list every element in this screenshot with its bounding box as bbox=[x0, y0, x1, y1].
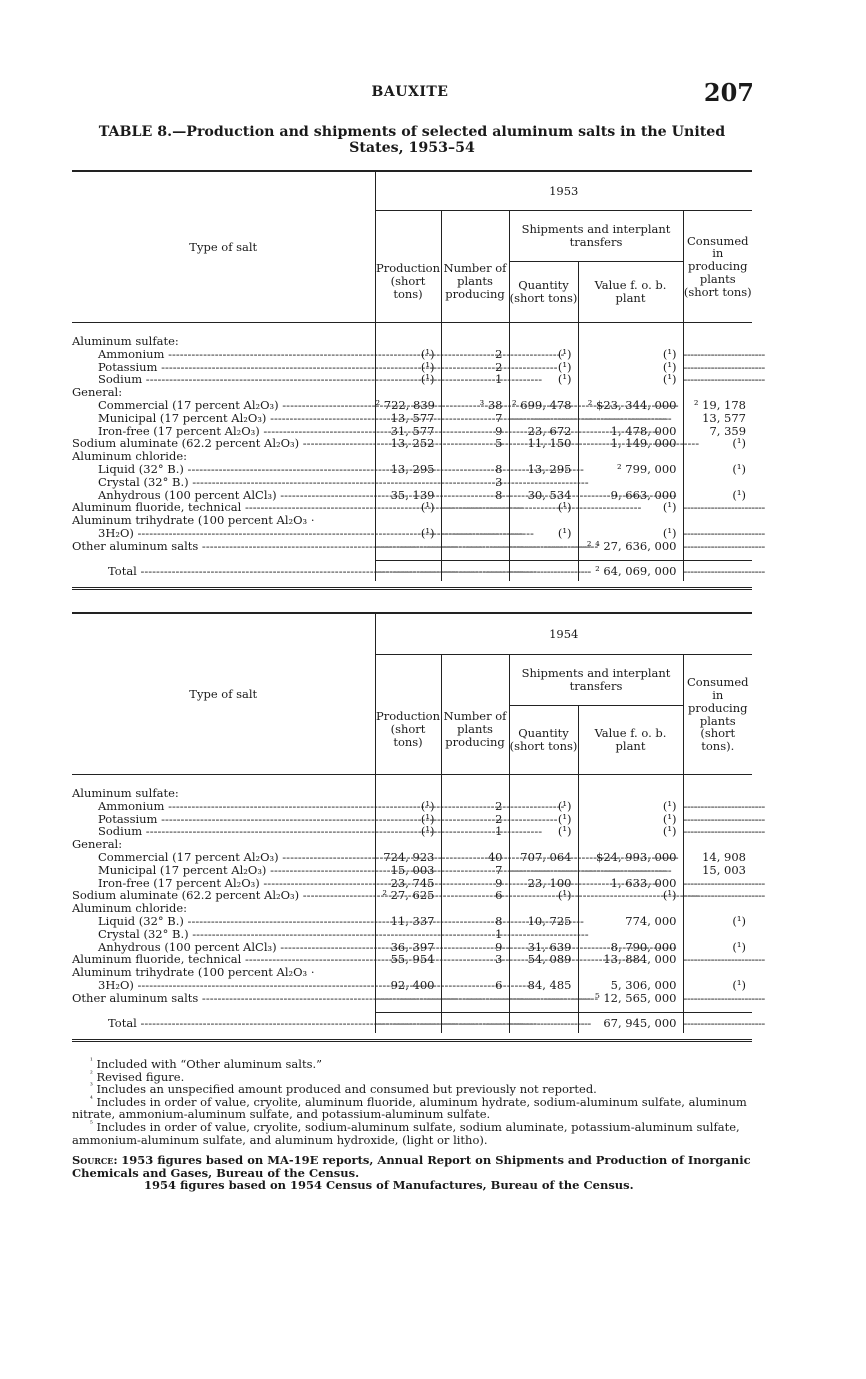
cell-production: (¹) bbox=[375, 501, 441, 514]
cell-production: 13, 577 bbox=[375, 412, 441, 425]
total-value: ² 64, 069, 000 bbox=[578, 561, 683, 581]
cell-production bbox=[375, 787, 441, 800]
col-plants-header: Number of plants producing bbox=[441, 211, 509, 323]
row-label: Aluminum chloride: bbox=[72, 449, 188, 464]
cell-plants: 9 bbox=[441, 941, 509, 954]
cell-consumed: ------------------------ bbox=[683, 888, 765, 903]
cell-consumed: (¹) bbox=[683, 463, 752, 476]
cell-consumed: ------------------------ bbox=[683, 811, 765, 826]
row-label: Potassium ----- bbox=[72, 361, 375, 374]
cell-value: (¹) bbox=[578, 800, 683, 813]
total-production: ------------------------ bbox=[375, 561, 441, 581]
total-plants: ------------------------ bbox=[441, 561, 509, 581]
cell-value: (¹) bbox=[578, 889, 683, 902]
cell-value: ⁵ 12, 565, 000 bbox=[578, 992, 683, 1005]
cell-value: ² 799, 000 bbox=[578, 463, 683, 476]
row-label: Liquid (32° B.) ----- bbox=[72, 915, 375, 928]
cell-consumed: ------------------------ bbox=[683, 346, 765, 361]
cell-consumed: (¹) bbox=[683, 915, 752, 928]
cell-value: 1, 478, 000 bbox=[578, 425, 683, 438]
cell-value: (¹) bbox=[578, 361, 683, 374]
cell-quantity: 13, 295 bbox=[509, 463, 578, 476]
cell-value: (¹) bbox=[578, 825, 683, 838]
table-row bbox=[72, 800, 752, 813]
table-row bbox=[72, 825, 752, 838]
cell-quantity: 23, 672 bbox=[509, 425, 578, 438]
cell-value: 9, 663, 000 bbox=[578, 489, 683, 502]
table-row bbox=[72, 915, 752, 928]
footnote-marker: ⁵ bbox=[90, 1119, 93, 1128]
cell-production: (¹) bbox=[375, 348, 441, 361]
row-label: Commercial (17 percent Al₂O₃) ----- bbox=[72, 399, 375, 412]
cell-plants: 7 bbox=[441, 864, 509, 877]
cell-value: (¹) bbox=[578, 813, 683, 826]
col-type-header: Type of salt bbox=[72, 613, 375, 775]
cell-consumed: (¹) bbox=[683, 941, 752, 954]
total-label: Total ----- bbox=[72, 1013, 375, 1033]
cell-value: 774, 000 bbox=[578, 915, 683, 928]
page-number: 207 bbox=[703, 78, 754, 107]
cell-plants: 6 bbox=[441, 889, 509, 902]
cell-plants: 40 bbox=[441, 851, 509, 864]
cell-consumed: ------------------------ bbox=[683, 372, 765, 387]
cell-value: ² $23, 344, 000 bbox=[578, 399, 683, 412]
table-row bbox=[72, 979, 752, 992]
table-row bbox=[72, 787, 752, 800]
cell-production: (¹) bbox=[375, 825, 441, 838]
footnote-marker: ² bbox=[90, 1069, 93, 1078]
cell-quantity: (¹) bbox=[509, 813, 578, 826]
cell-quantity bbox=[509, 787, 578, 800]
cell-production: 31, 577 bbox=[375, 425, 441, 438]
cell-quantity: (¹) bbox=[509, 889, 578, 902]
row-label: Aluminum sulfate: bbox=[72, 334, 179, 348]
cell-plants: ------------------------ bbox=[441, 525, 523, 540]
cell-quantity: 23, 100 bbox=[509, 877, 578, 890]
footnote-marker: ³ bbox=[90, 1082, 93, 1091]
row-label: Iron-free (17 percent Al₂O₃) ----- bbox=[72, 877, 375, 890]
cell-production bbox=[375, 335, 441, 348]
cell-consumed bbox=[683, 335, 752, 348]
cell-production: 15, 003 bbox=[375, 864, 441, 877]
total-quantity: ------------------------ bbox=[509, 561, 578, 581]
cell-quantity: ------------------------ bbox=[509, 862, 591, 877]
row-label: Aluminum trihydrate (100 percent Al₂O₃ · bbox=[72, 965, 315, 980]
cell-production: (¹) bbox=[375, 373, 441, 386]
year-header: 1954 bbox=[375, 613, 752, 655]
cell-consumed bbox=[683, 787, 752, 800]
cell-consumed: ² 19, 178 bbox=[683, 399, 752, 412]
footnote-text: Includes in order of value, cryolite, aluminum fluoride, aluminum hydrate, sodium-aluminum sulfate, aluminum nitrate, ammonium-aluminum sulfate, and potassium-aluminum sulfate. bbox=[72, 1094, 747, 1122]
cell-quantity: (¹) bbox=[509, 361, 578, 374]
cell-quantity: ------------------------ bbox=[509, 538, 591, 553]
table-row bbox=[72, 540, 752, 553]
footnotes bbox=[72, 1058, 756, 1192]
row-label: Aluminum fluoride, technical ----- bbox=[72, 501, 375, 514]
cell-value: 1, 633, 000 bbox=[578, 877, 683, 890]
row-label: Anhydrous (100 percent AlCl₃) ----- bbox=[72, 941, 375, 954]
running-title: BAUXITE bbox=[371, 84, 449, 100]
row-label: Aluminum chloride: bbox=[72, 901, 188, 916]
table-row bbox=[72, 851, 752, 864]
row-label: Crystal (32° B.) ----- bbox=[72, 476, 375, 489]
cell-quantity: (¹) bbox=[509, 348, 578, 361]
row-label: Crystal (32° B.) ----- bbox=[72, 928, 375, 941]
cell-production: ------------------------ bbox=[375, 990, 457, 1005]
cell-quantity: (¹) bbox=[509, 527, 578, 540]
cell-value: (¹) bbox=[578, 501, 683, 514]
footnote-text: Revised figure. bbox=[96, 1069, 185, 1084]
table-row bbox=[72, 928, 752, 941]
row-label: Ammonium ----- bbox=[72, 348, 375, 361]
cell-value bbox=[578, 335, 683, 348]
cell-plants: ------------------------ bbox=[441, 990, 523, 1005]
cell-consumed: ------------------------ bbox=[683, 500, 765, 515]
cell-production: (¹) bbox=[375, 361, 441, 374]
cell-value: ------------------------ bbox=[578, 412, 683, 425]
cell-plants: 3 bbox=[441, 476, 509, 489]
row-label: Liquid (32° B.) ----- bbox=[72, 463, 375, 476]
cell-production: 13, 295 bbox=[375, 463, 441, 476]
cell-plants: 7 bbox=[441, 412, 509, 425]
cell-plants: 1 bbox=[441, 928, 509, 941]
footnote bbox=[72, 1096, 756, 1121]
col-plants-header: Number of plants producing bbox=[441, 655, 509, 775]
table-1954 bbox=[72, 612, 765, 1042]
row-label: Sodium ----- bbox=[72, 373, 375, 386]
total-quantity: ------------------------ bbox=[509, 1013, 578, 1033]
cell-value: 13, 884, 000 bbox=[578, 953, 683, 966]
cell-plants: 8 bbox=[441, 489, 509, 502]
table-row bbox=[72, 373, 752, 386]
table-caption: TABLE 8.—Production and shipments of selected aluminum salts in the United States, 1953–54 bbox=[98, 124, 726, 156]
cell-plants: 1 bbox=[441, 373, 509, 386]
col-value-header: Value f. o. b. plant bbox=[578, 706, 683, 775]
cell-plants: ------------------------ bbox=[441, 538, 523, 553]
total-plants: ------------------------ bbox=[441, 1013, 509, 1033]
cell-plants: 3 bbox=[441, 953, 509, 966]
cell-value: 1, 149, 000 bbox=[578, 437, 683, 450]
cell-consumed: 13, 577 bbox=[683, 412, 752, 425]
cell-value: ² ⁴ 27, 636, 000 bbox=[578, 540, 683, 553]
cell-consumed: (¹) bbox=[683, 489, 752, 502]
cell-quantity: (¹) bbox=[509, 373, 578, 386]
cell-production: (¹) bbox=[375, 813, 441, 826]
cell-plants: 9 bbox=[441, 877, 509, 890]
cell-consumed bbox=[683, 928, 752, 941]
total-value: 67, 945, 000 bbox=[578, 1013, 683, 1033]
row-label: Anhydrous (100 percent AlCl₃) ----- bbox=[72, 489, 375, 502]
cell-quantity: 707, 064 bbox=[509, 851, 578, 864]
col-quantity-header: Quantity (short tons) bbox=[509, 262, 578, 323]
row-label: Municipal (17 percent Al₂O₃) ----- bbox=[72, 412, 375, 425]
row-label: General: bbox=[72, 837, 123, 852]
cell-consumed: 14, 908 bbox=[683, 851, 752, 864]
cell-value: 8, 790, 000 bbox=[578, 941, 683, 954]
cell-consumed: (¹) bbox=[683, 437, 752, 450]
col-production-header: Production (short tons) bbox=[375, 655, 441, 775]
cell-value bbox=[578, 928, 683, 941]
cell-plants: ³ 38 bbox=[441, 399, 509, 412]
row-label: General: bbox=[72, 385, 123, 400]
cell-quantity: 11, 150 bbox=[509, 437, 578, 450]
cell-value bbox=[578, 787, 683, 800]
cell-consumed: ------------------------ bbox=[683, 875, 765, 890]
col-type-header: Type of salt bbox=[72, 171, 375, 323]
shipments-group-header: Shipments and interplant transfers bbox=[509, 211, 683, 262]
row-label: Iron-free (17 percent Al₂O₃) ----- bbox=[72, 425, 375, 438]
footnote bbox=[72, 1121, 756, 1146]
cell-production: 724, 923 bbox=[375, 851, 441, 864]
cell-value: $24, 993, 000 bbox=[578, 851, 683, 864]
cell-consumed: ------------------------ bbox=[683, 359, 765, 374]
cell-quantity: (¹) bbox=[509, 825, 578, 838]
cell-consumed: ------------------------ bbox=[683, 525, 765, 540]
total-consumed: ------------------------ bbox=[683, 1013, 752, 1033]
row-label: Aluminum fluoride, technical ----- bbox=[72, 953, 375, 966]
cell-quantity: (¹) bbox=[509, 501, 578, 514]
cell-plants: 8 bbox=[441, 915, 509, 928]
source-line-1: 1953 figures based on MA-19E reports, Annual Report on Shipments and Production of Inorganic Chemicals and Gases, Bureau of the Census. bbox=[72, 1153, 751, 1180]
cell-quantity: 31, 639 bbox=[509, 941, 578, 954]
page-header bbox=[0, 78, 866, 108]
cell-plants: 2 bbox=[441, 800, 509, 813]
col-production-header: Production (short tons) bbox=[375, 211, 441, 323]
cell-plants: 1 bbox=[441, 825, 509, 838]
cell-plants: 8 bbox=[441, 463, 509, 476]
table-row bbox=[72, 527, 752, 540]
cell-consumed: 7, 359 bbox=[683, 425, 752, 438]
cell-consumed bbox=[683, 476, 752, 489]
cell-plants: 2 bbox=[441, 361, 509, 374]
cell-plants: 2 bbox=[441, 813, 509, 826]
cell-quantity: ------------------------ bbox=[509, 990, 591, 1005]
footnote-text: Includes in order of value, cryolite, sodium-aluminum sulfate, sodium aluminate, potassium-aluminum sulfate, ammonium-aluminum sulfate, and aluminum hydroxide, (light or litho). bbox=[72, 1119, 740, 1147]
row-label: Municipal (17 percent Al₂O₃) ----- bbox=[72, 864, 375, 877]
cell-consumed: 15, 003 bbox=[683, 864, 752, 877]
table-row bbox=[72, 399, 752, 412]
row-label: Ammonium ----- bbox=[72, 800, 375, 813]
table-row bbox=[72, 463, 752, 476]
cell-production: (¹) bbox=[375, 800, 441, 813]
source-line-2-wrap bbox=[72, 1179, 756, 1192]
row-label: 3H₂O) ----- bbox=[72, 979, 375, 992]
total-label: Total ----- bbox=[72, 561, 375, 581]
cell-quantity: (¹) bbox=[509, 800, 578, 813]
cell-plants: ------------------------ bbox=[441, 500, 523, 515]
source-note bbox=[72, 1154, 756, 1179]
table-row bbox=[72, 412, 752, 425]
footnote-text: Includes an unspecified amount produced and consumed but previously not reported. bbox=[96, 1082, 597, 1097]
cell-production: ² 27, 625 bbox=[375, 889, 441, 902]
cell-consumed: (¹) bbox=[683, 979, 752, 992]
row-label: Other aluminum salts ----- bbox=[72, 540, 375, 553]
total-row bbox=[72, 561, 752, 581]
cell-plants: 5 bbox=[441, 437, 509, 450]
cell-consumed: ------------------------ bbox=[683, 798, 765, 813]
row-label: Aluminum trihydrate (100 percent Al₂O₃ · bbox=[72, 513, 315, 528]
row-label: Aluminum sulfate: bbox=[72, 786, 179, 800]
table-row bbox=[72, 992, 752, 1005]
cell-value: (¹) bbox=[578, 373, 683, 386]
row-label: Commercial (17 percent Al₂O₃) ----- bbox=[72, 851, 375, 864]
col-consumed-header: Consumed in producing plants (short tons) bbox=[683, 211, 752, 323]
cell-consumed: ------------------------ bbox=[683, 824, 765, 839]
row-label: Potassium ----- bbox=[72, 813, 375, 826]
row-label: Sodium aluminate (62.2 percent Al₂O₃) ----- bbox=[72, 437, 375, 450]
source-line-2: 1954 figures based on 1954 Census of Manufactures, Bureau of the Census. bbox=[144, 1178, 634, 1193]
cell-production: 55, 954 bbox=[375, 953, 441, 966]
cell-value: 5, 306, 000 bbox=[578, 979, 683, 992]
cell-quantity: 54, 089 bbox=[509, 953, 578, 966]
cell-consumed: ------------------------ bbox=[683, 990, 765, 1005]
total-row bbox=[72, 1013, 752, 1033]
cell-production: 92, 400 bbox=[375, 979, 441, 992]
cell-quantity bbox=[509, 335, 578, 348]
total-consumed: ------------------------ bbox=[683, 561, 752, 581]
cell-plants: 9 bbox=[441, 425, 509, 438]
cell-quantity: ² 699, 478 bbox=[509, 399, 578, 412]
cell-production: 23, 745 bbox=[375, 877, 441, 890]
cell-quantity: 30, 534 bbox=[509, 489, 578, 502]
cell-plants: 6 bbox=[441, 979, 509, 992]
cell-quantity: 10, 725 bbox=[509, 915, 578, 928]
footnote-text: Included with “Other aluminum salts.” bbox=[96, 1057, 323, 1071]
source-label: Source: bbox=[72, 1153, 118, 1168]
table-1953 bbox=[72, 170, 765, 590]
row-label: 3H₂O) ----- bbox=[72, 527, 375, 540]
cell-value bbox=[578, 476, 683, 489]
col-consumed-header: Consumed in producing plants (short tons). bbox=[683, 655, 752, 775]
year-header: 1953 bbox=[375, 171, 752, 211]
cell-production: 35, 139 bbox=[375, 489, 441, 502]
row-label: Sodium aluminate (62.2 percent Al₂O₃) ----- bbox=[72, 889, 375, 902]
cell-consumed: ------------------------ bbox=[683, 952, 765, 967]
footnote-marker: ⁴ bbox=[90, 1094, 93, 1103]
cell-production: ² 722, 839 bbox=[375, 399, 441, 412]
cell-production: ------------------------ bbox=[375, 538, 457, 553]
cell-production: 36, 397 bbox=[375, 941, 441, 954]
cell-value: (¹) bbox=[578, 527, 683, 540]
cell-consumed: ------------------------ bbox=[683, 538, 765, 553]
row-label: Other aluminum salts ----- bbox=[72, 992, 375, 1005]
table-row bbox=[72, 348, 752, 361]
footnote-marker: ¹ bbox=[90, 1057, 93, 1065]
cell-quantity: ------------------------ bbox=[509, 410, 591, 425]
cell-plants: 2 bbox=[441, 348, 509, 361]
cell-plants bbox=[441, 335, 509, 348]
total-production: ------------------------ bbox=[375, 1013, 441, 1033]
cell-value: ------------------------ bbox=[578, 864, 683, 877]
cell-quantity: 84, 485 bbox=[509, 979, 578, 992]
row-label: Sodium ----- bbox=[72, 825, 375, 838]
table-row bbox=[72, 476, 752, 489]
cell-production: (¹) bbox=[375, 527, 441, 540]
shipments-group-header: Shipments and interplant transfers bbox=[509, 655, 683, 706]
table-row bbox=[72, 335, 752, 348]
cell-plants bbox=[441, 787, 509, 800]
table-row bbox=[72, 864, 752, 877]
cell-production: 13, 252 bbox=[375, 437, 441, 450]
col-value-header: Value f. o. b. plant bbox=[578, 262, 683, 323]
cell-production: 11, 337 bbox=[375, 915, 441, 928]
col-quantity-header: Quantity (short tons) bbox=[509, 706, 578, 775]
cell-value: (¹) bbox=[578, 348, 683, 361]
